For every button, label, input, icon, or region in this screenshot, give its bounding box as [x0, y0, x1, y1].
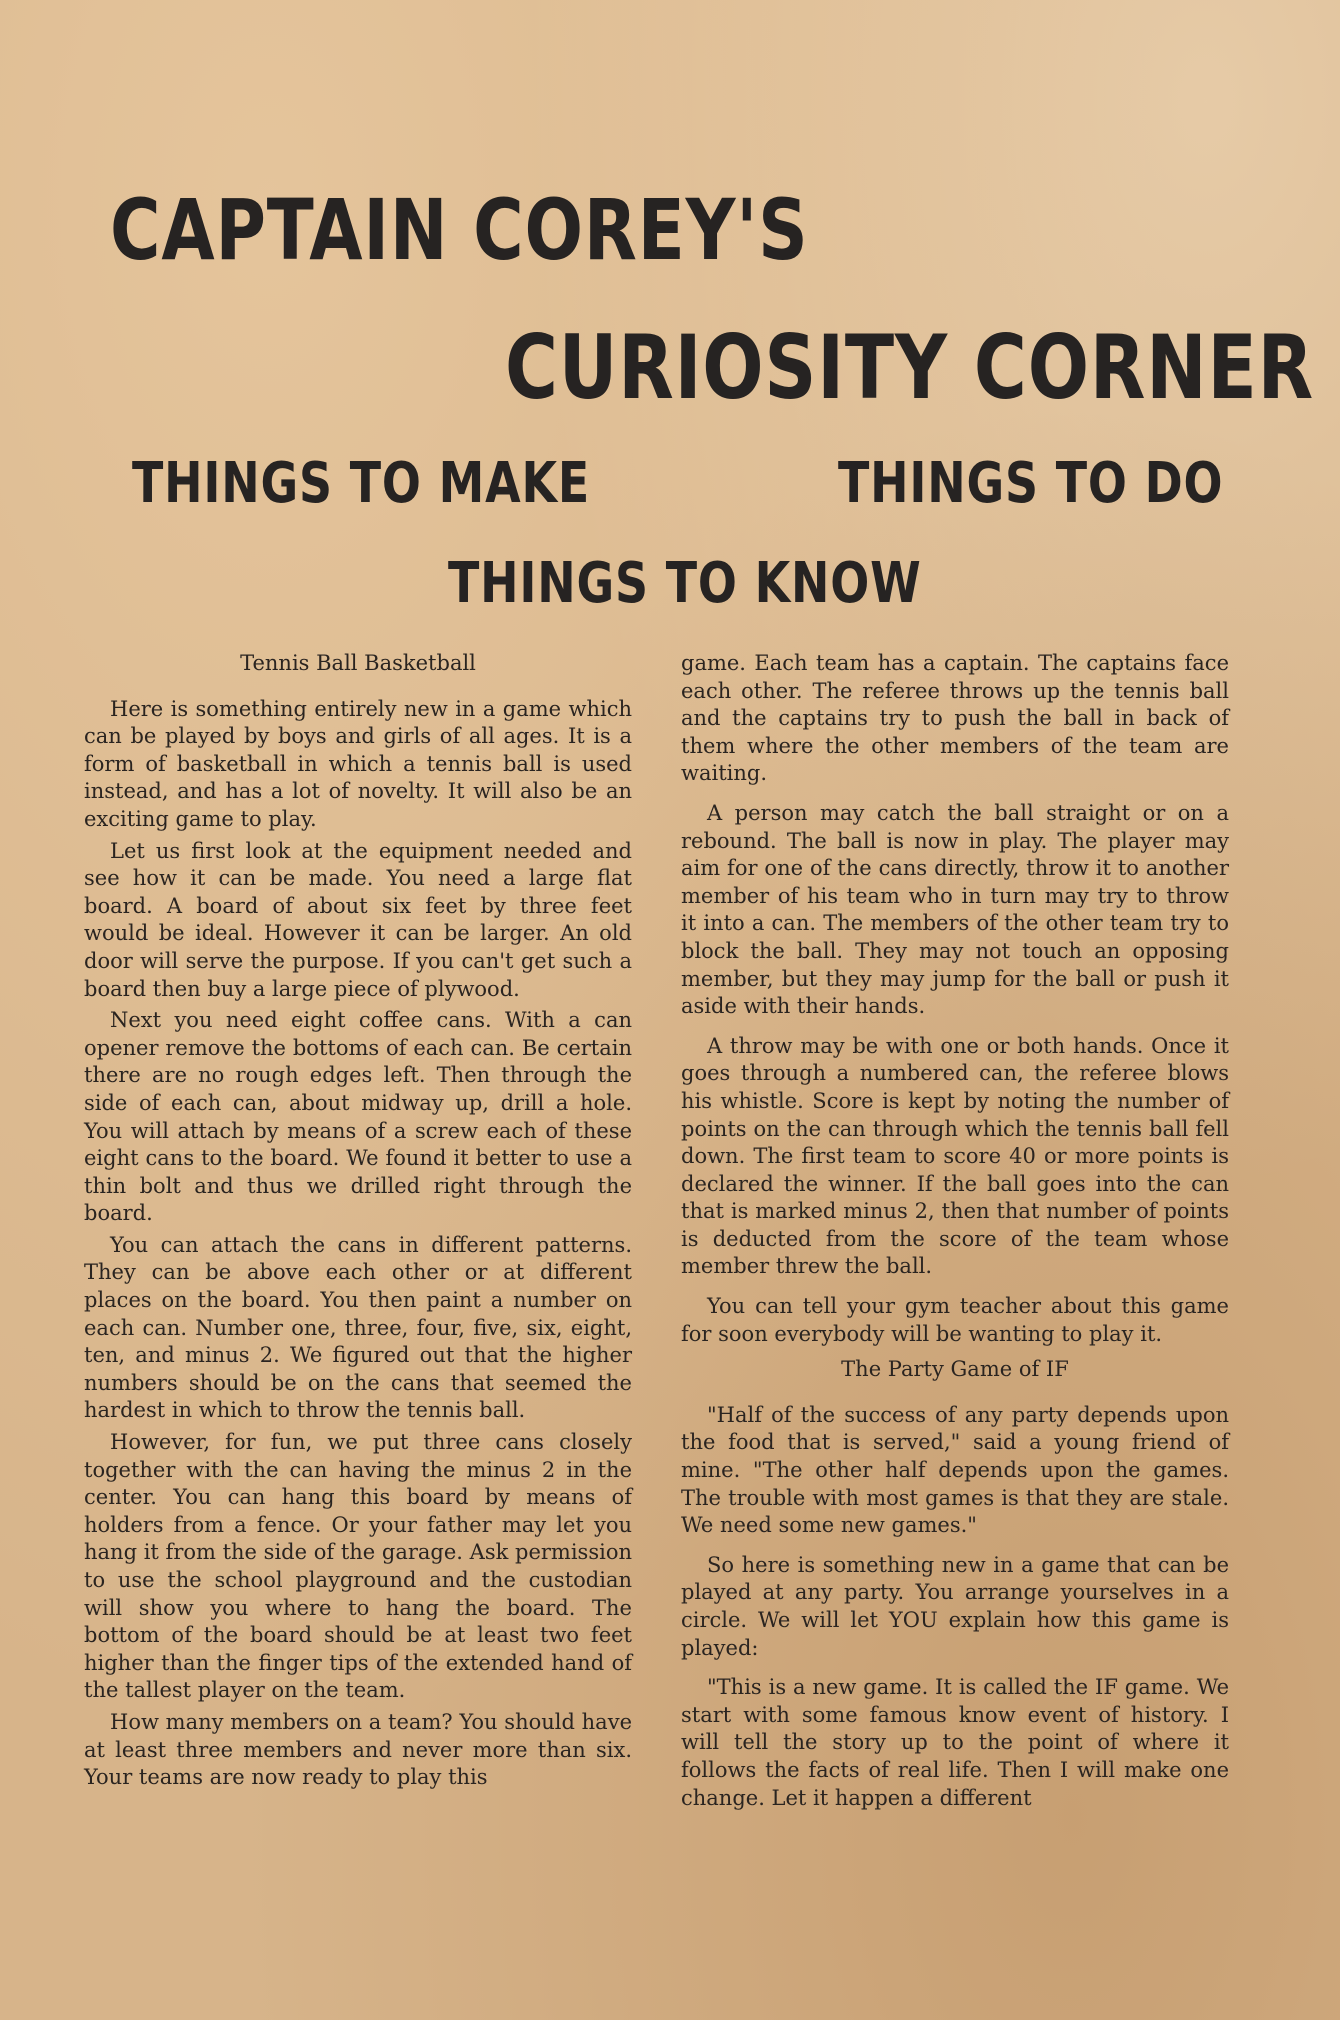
left-column — [84, 650, 632, 1796]
right-column — [681, 650, 1229, 1816]
subtitle-things-to-make: THINGS TO MAKE — [132, 451, 591, 516]
article-paragraph: How many members on a team? You should have at least three members and never more than six. Your teams are now ready to play this — [84, 1709, 632, 1790]
article-paragraph: Next you need eight coffee cans. With a can opener remove the bottoms of each can. Be certain there are no rough edges left. Then through the side of each can, about midway up, drill a hole. You will attach by means of a screw each of these eight cans to the board. We found it better to use a thin bolt and thus we drilled right through the board. — [84, 1008, 632, 1226]
article-paragraph: A throw may be with one or both hands. Once it goes through a numbered can, the referee blows his whistle. Score is kept by noting the number of points on the can through which the tennis ball fell down. The first team to score 40 or more points is declared the winner. If the ball goes into the can that is marked minus 2, then that number of points is deducted from the score of the team whose member threw the ball. — [681, 1033, 1229, 1279]
article-paragraph: You can attach the cans in different patterns. They can be above each other or at different places on the board. You then paint a number on each can. Number one, three, four, five, six, eight, ten, and minus 2. We figured out that the higher numbers should be on the cans that seemed the hardest in which to throw the tennis ball. — [84, 1232, 632, 1423]
article-paragraph: Let us first look at the equipment needed and see how it can be made. You need a large flat board. A board of about six feet by three feet would be ideal. However it can be larger. An old door will serve the purpose. If you can't get such a board then buy a large piece of plywood. — [84, 838, 632, 1001]
subtitle-things-to-know: THINGS TO KNOW — [448, 551, 922, 616]
article-paragraph: Here is something entirely new in a game which can be played by boys and girls of all ages. It is a form of basketball in which a tennis ball is used instead, and has a lot of novelty. It will also be an exciting game to play. — [84, 696, 632, 831]
article-paragraph: A person may catch the ball straight or on a rebound. The ball is now in play. The player may aim for one of the cans directly, throw it to another member of his team who in turn may try to throw it into a can. The members of the other team try to block the ball. They may not touch an opposing member, but they may jump for the ball or push it aside with their hands. — [681, 800, 1229, 1019]
article-paragraph-continued: game. Each team has a captain. The captains face each other. The referee throws up the tennis ball and the captains try to push the ball in back of them where the other members of the team are waiting. — [681, 651, 1229, 786]
subtitle-things-to-do: THINGS TO DO — [838, 451, 1224, 516]
article-heading-party-game-of-if: The Party Game of IF — [841, 1357, 1069, 1382]
title-line-1: CAPTAIN COREY'S — [110, 181, 809, 279]
article-paragraph: However, for fun, we put three cans closely together with the can having the minus 2 in the center. You can hang this board by means of holders from a fence. Or your father may let you hang it from the side of the garage. Ask permission to use the school playground and the custodian will show you where to hang the board. The bottom of the board should be at least two feet higher than the finger tips of the extended hand of the tallest player on the team. — [84, 1430, 632, 1703]
article-heading-tennis-ball-basketball: Tennis Ball Basketball — [240, 651, 476, 675]
article-paragraph: You can tell your gym teacher about this game for soon everybody will be wanting to play it. — [681, 1294, 1229, 1346]
article-paragraph: So here is something new in a game that can be played at any party. You arrange yourselves in a circle. We will let YOU explain how this game is played: — [681, 1552, 1229, 1660]
article-paragraph: "This is a new game. It is called the IF game. We start with some famous know event of history. I will tell the story up to the point of where it follows the facts of real life. Then I will make one change. Let it happen a different — [681, 1675, 1229, 1810]
title-line-2: CURIOSITY CORNER — [505, 316, 1314, 419]
article-paragraph: "Half of the success of any party depends upon the food that is served," said a young friend of mine. "The other half depends upon the games. The trouble with most games is that they are stale. We need some new games." — [681, 1402, 1229, 1538]
